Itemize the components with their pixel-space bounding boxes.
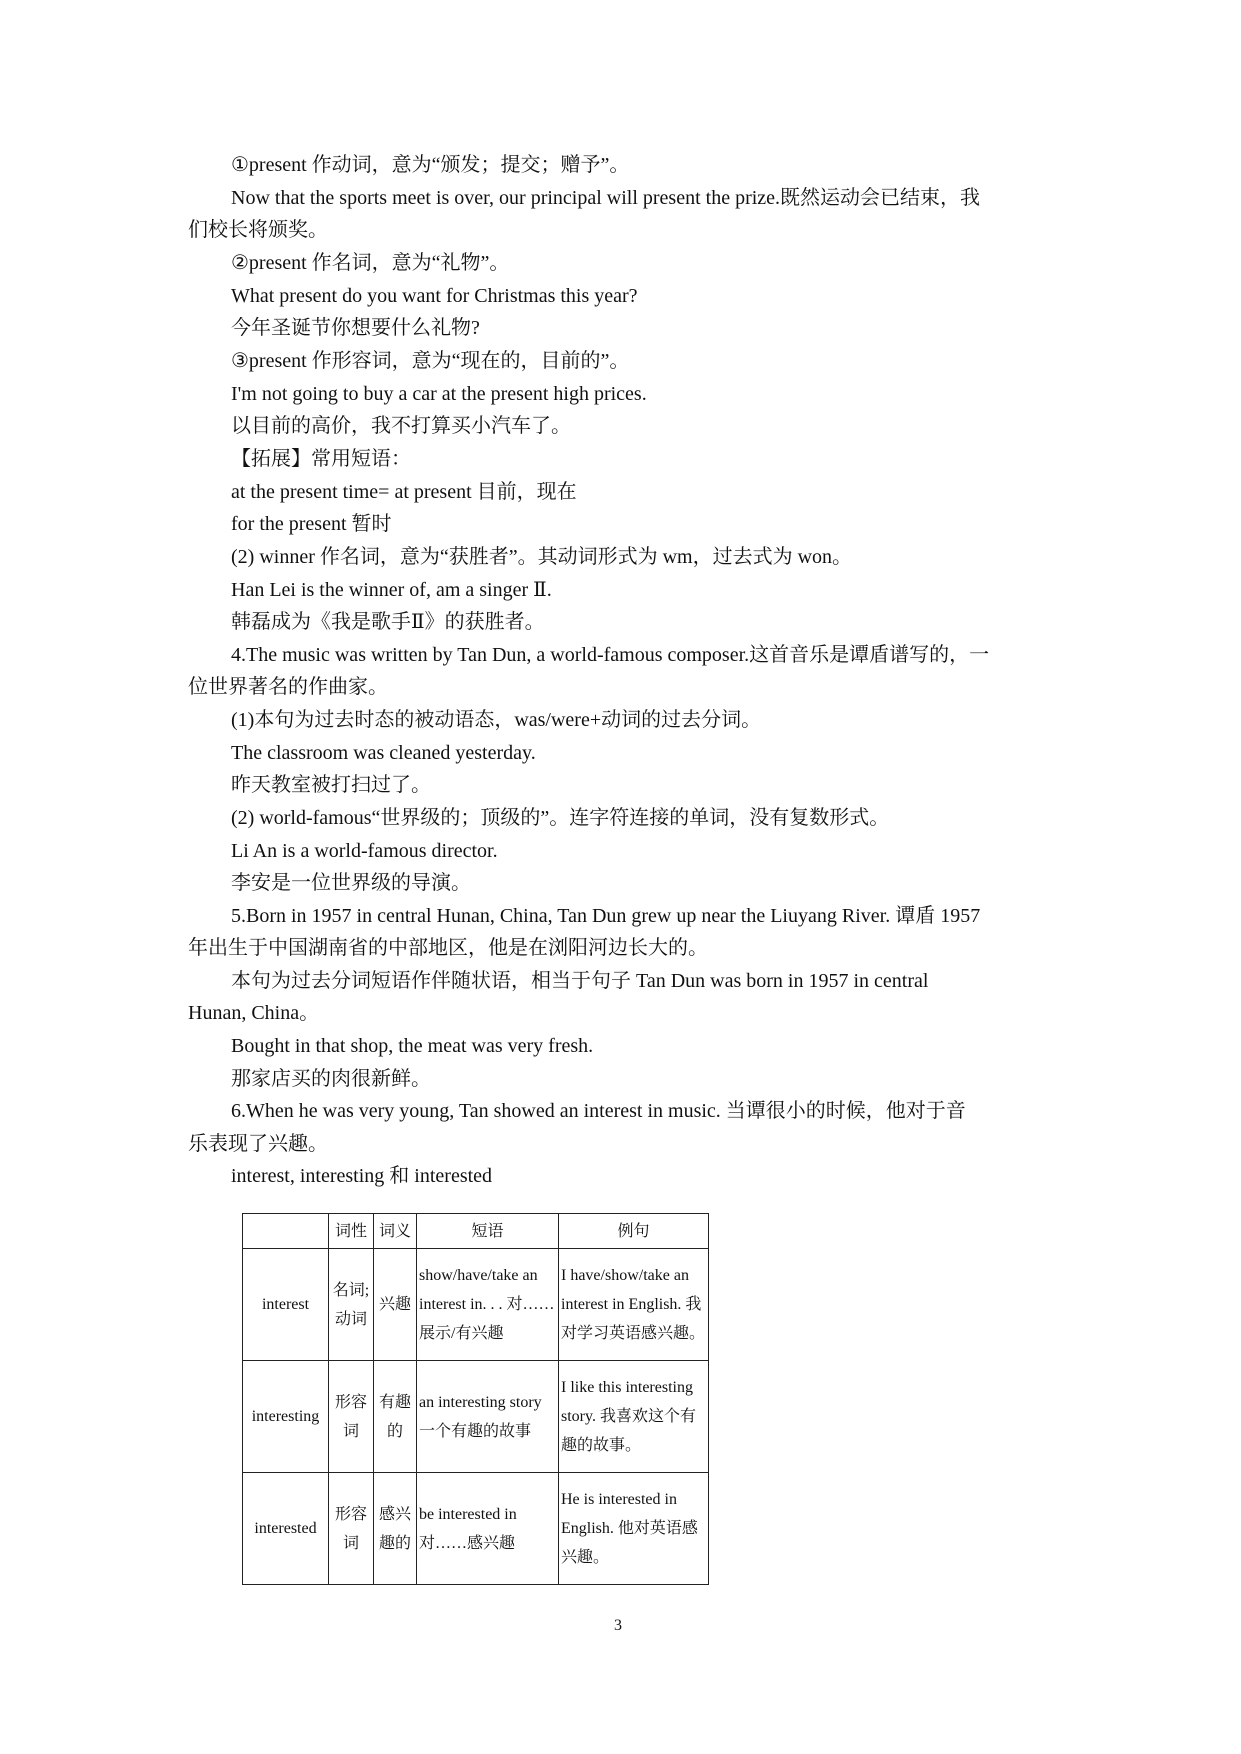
table-cell-phrase: an interesting story 一个有趣的故事 [417,1361,559,1473]
table-cell-example: I like this interesting story. 我喜欢这个有趣的故事。 [559,1361,709,1473]
page-number: 3 [614,1617,622,1634]
table-cell-example: He is interested in English. 他对英语感兴趣。 [559,1473,709,1585]
text-line: 年出生于中国湖南省的中部地区，他是在浏阳河边长大的。 [188,937,708,959]
text-line: (1)本句为过去时态的被动语态，was/were+动词的过去分词。 [231,709,762,731]
text-line: What present do you want for Christmas this year? [231,285,638,307]
text-line: 昨天教室被打扫过了。 [231,774,431,796]
text-line: 5.Born in 1957 in central Hunan, China, Tan Dun grew up near the Liuyang River. 谭盾 1957 [231,905,981,927]
text-line: 6.When he was very young, Tan showed an interest in music. 当谭很小的时候，他对于音 [231,1100,966,1122]
text-line: ②present 作名词，意为“礼物”。 [231,252,510,274]
table-header-cell [243,1214,329,1249]
text-line: 李安是一位世界级的导演。 [231,872,471,894]
table-header-cell: 词性 [329,1214,374,1249]
table-header-cell: 例句 [559,1214,709,1249]
text-line: for the present 暂时 [231,513,392,535]
text-line: The classroom was cleaned yesterday. [231,742,536,764]
table-header-cell: 词义 [374,1214,417,1249]
table-cell-word: interested [243,1473,329,1585]
text-line: Hunan, China。 [188,1002,320,1024]
text-line: interest, interesting 和 interested [231,1165,493,1187]
table-row [243,1473,709,1585]
text-line: 以目前的高价，我不打算买小汽车了。 [231,415,571,437]
text-line: Han Lei is the winner of, am a singer Ⅱ. [231,579,552,601]
table-cell-meaning: 兴趣 [374,1249,417,1361]
text-line: (2) world-famous“世界级的；顶级的”。连字符连接的单词，没有复数形式。 [231,807,890,829]
text-line: Bought in that shop, the meat was very fresh. [231,1035,594,1057]
table-header-cell: 短语 [417,1214,559,1249]
text-line: I'm not going to buy a car at the present high prices. [231,383,647,405]
text-line: (2) winner 作名词，意为“获胜者”。其动词形式为 wm，过去式为 won。 [231,546,853,568]
comparison-table-wrapper [242,1213,709,1585]
table-cell-pos: 形容词 [329,1361,374,1473]
table-cell-phrase: show/have/take an interest in. . . 对……展示/有兴趣 [417,1249,559,1361]
comparison-table [242,1213,709,1585]
table-row [243,1361,709,1473]
text-line: 们校长将颁奖。 [188,219,328,241]
table-header-row [243,1214,709,1249]
table-cell-meaning: 有趣的 [374,1361,417,1473]
text-line: 今年圣诞节你想要什么礼物? [231,317,480,339]
text-line: ③present 作形容词，意为“现在的，目前的”。 [231,350,630,372]
table-cell-pos: 形容词 [329,1473,374,1585]
text-line: ①present 作动词，意为“颁发；提交；赠予”。 [231,154,630,176]
table-cell-phrase: be interested in 对……感兴趣 [417,1473,559,1585]
table-row [243,1249,709,1361]
text-line: Li An is a world-famous director. [231,840,498,862]
text-line: 乐表现了兴趣。 [188,1133,328,1155]
table-cell-example: I have/show/take an interest in English. 我对学习英语感兴趣。 [559,1249,709,1361]
table-cell-meaning: 感兴趣的 [374,1473,417,1585]
text-line: at the present time= at present 目前，现在 [231,481,577,503]
text-line: 【拓展】常用短语： [231,448,411,470]
text-line: 位世界著名的作曲家。 [188,676,388,698]
table-cell-pos: 名词;动词 [329,1249,374,1361]
text-line: 那家店买的肉很新鲜。 [231,1068,431,1090]
text-line: 韩磊成为《我是歌手Ⅱ》的获胜者。 [231,611,545,633]
table-cell-word: interesting [243,1361,329,1473]
text-line: Now that the sports meet is over, our principal will present the prize.既然运动会已结束，我 [231,187,981,209]
text-line: 本句为过去分词短语作伴随状语，相当于句子 Tan Dun was born in 1957 in central [231,970,929,992]
text-line: 4.The music was written by Tan Dun, a world-famous composer.这首音乐是谭盾谱写的，一 [231,644,990,666]
table-cell-word: interest [243,1249,329,1361]
